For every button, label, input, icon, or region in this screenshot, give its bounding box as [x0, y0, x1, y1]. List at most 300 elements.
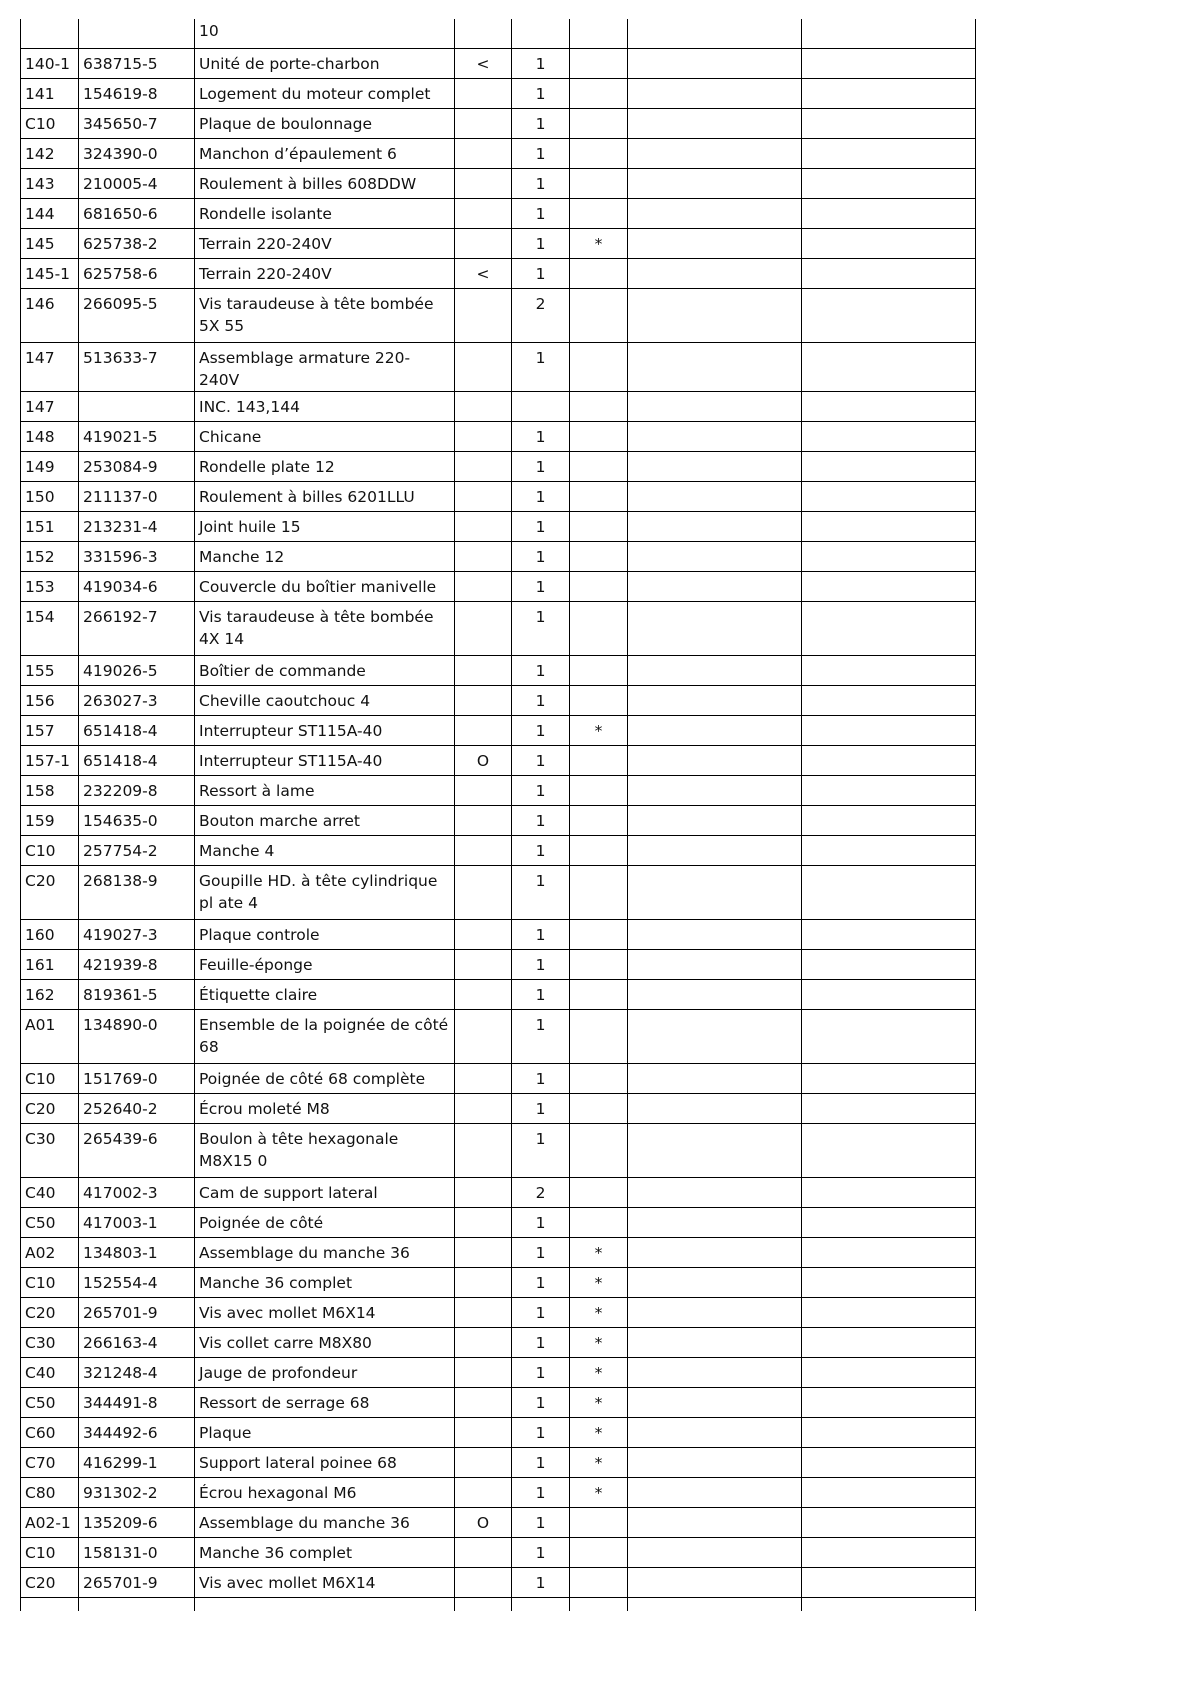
remark-b-cell	[802, 1297, 976, 1327]
note-cell	[570, 865, 628, 919]
description-cell: Plaque	[195, 1417, 455, 1447]
item-no-cell: C40	[21, 1177, 79, 1207]
remark-b-cell	[802, 1237, 976, 1267]
note-cell	[570, 805, 628, 835]
table-row	[21, 949, 976, 979]
description-cell: Interrupteur ST115A-40	[195, 715, 455, 745]
quantity-cell: 1	[512, 1507, 570, 1537]
remark-b-cell	[802, 979, 976, 1009]
item-no-cell: 162	[21, 979, 79, 1009]
option-cell	[455, 1063, 512, 1093]
description-cell: Boulon à tête hexagonale M8X15 0	[195, 1123, 455, 1177]
note-cell	[570, 1009, 628, 1063]
quantity-cell: 1	[512, 138, 570, 168]
item-no-cell: 159	[21, 805, 79, 835]
description-cell: INC. 143,144	[195, 391, 455, 421]
description-cell: Logement du moteur complet	[195, 78, 455, 108]
table-row	[21, 1327, 976, 1357]
option-cell	[455, 865, 512, 919]
table-row	[21, 451, 976, 481]
option-cell: <	[455, 258, 512, 288]
remark-b-cell	[802, 1063, 976, 1093]
part-no-cell: 154635-0	[79, 805, 195, 835]
remark-b-cell	[802, 391, 976, 421]
remark-b-cell	[802, 258, 976, 288]
description-cell: Rondelle plate 12	[195, 451, 455, 481]
note-cell	[570, 1507, 628, 1537]
option-cell	[455, 571, 512, 601]
remark-a-cell	[628, 919, 802, 949]
description-cell: Écrou hexagonal M6	[195, 1477, 455, 1507]
table-row	[21, 198, 976, 228]
remark-a-cell	[628, 19, 802, 48]
description-cell: Ressort à lame	[195, 775, 455, 805]
note-cell: *	[570, 1447, 628, 1477]
note-cell: *	[570, 1357, 628, 1387]
note-cell: *	[570, 1477, 628, 1507]
remark-b-cell	[802, 805, 976, 835]
remark-b-cell	[802, 655, 976, 685]
remark-a-cell	[628, 342, 802, 391]
note-cell	[570, 451, 628, 481]
description-cell: Boîtier de commande	[195, 655, 455, 685]
remark-b-cell	[802, 1477, 976, 1507]
note-cell	[570, 198, 628, 228]
item-no-cell: 161	[21, 949, 79, 979]
remark-a-cell	[628, 805, 802, 835]
table-row	[21, 1567, 976, 1597]
note-cell	[570, 1207, 628, 1237]
item-no-cell: C10	[21, 1267, 79, 1297]
option-cell	[455, 391, 512, 421]
part-no-cell: 416299-1	[79, 1447, 195, 1477]
quantity-cell: 1	[512, 1567, 570, 1597]
option-cell	[455, 1567, 512, 1597]
part-no-cell: 268138-9	[79, 865, 195, 919]
remark-b-cell	[802, 1357, 976, 1387]
item-no-cell: C10	[21, 1537, 79, 1567]
item-no-cell: C50	[21, 1387, 79, 1417]
remark-b-cell	[802, 745, 976, 775]
quantity-cell	[512, 391, 570, 421]
remark-b-cell	[802, 342, 976, 391]
remark-a-cell	[628, 1507, 802, 1537]
part-no-cell: 213231-4	[79, 511, 195, 541]
note-cell	[570, 258, 628, 288]
quantity-cell	[512, 19, 570, 48]
item-no-cell: C80	[21, 1477, 79, 1507]
remark-b-cell	[802, 19, 976, 48]
note-cell	[570, 511, 628, 541]
option-cell	[455, 108, 512, 138]
quantity-cell: 1	[512, 78, 570, 108]
part-no-cell: 211137-0	[79, 481, 195, 511]
remark-a-cell	[628, 288, 802, 342]
description-cell: Plaque controle	[195, 919, 455, 949]
table-row	[21, 258, 976, 288]
note-cell: *	[570, 1267, 628, 1297]
description-cell	[195, 1597, 455, 1611]
note-cell	[570, 775, 628, 805]
note-cell	[570, 979, 628, 1009]
item-no-cell: 155	[21, 655, 79, 685]
note-cell: *	[570, 1237, 628, 1267]
table-row	[21, 1009, 976, 1063]
description-cell: Ressort de serrage 68	[195, 1387, 455, 1417]
table-row	[21, 481, 976, 511]
quantity-cell: 1	[512, 1009, 570, 1063]
quantity-cell: 1	[512, 1327, 570, 1357]
option-cell	[455, 835, 512, 865]
item-no-cell: A02-1	[21, 1507, 79, 1537]
remark-b-cell	[802, 1207, 976, 1237]
note-cell	[570, 1063, 628, 1093]
note-cell	[570, 685, 628, 715]
quantity-cell: 1	[512, 655, 570, 685]
item-no-cell: C60	[21, 1417, 79, 1447]
item-no-cell: C70	[21, 1447, 79, 1477]
item-no-cell: 156	[21, 685, 79, 715]
remark-a-cell	[628, 1537, 802, 1567]
item-no-cell	[21, 1597, 79, 1611]
note-cell: *	[570, 1387, 628, 1417]
part-no-cell: 681650-6	[79, 198, 195, 228]
note-cell	[570, 541, 628, 571]
option-cell	[455, 421, 512, 451]
remark-b-cell	[802, 1327, 976, 1357]
part-no-cell: 417002-3	[79, 1177, 195, 1207]
description-cell: Vis avec mollet M6X14	[195, 1297, 455, 1327]
remark-a-cell	[628, 979, 802, 1009]
table-row	[21, 1537, 976, 1567]
remark-b-cell	[802, 1447, 976, 1477]
note-cell	[570, 481, 628, 511]
quantity-cell: 1	[512, 1387, 570, 1417]
option-cell	[455, 1537, 512, 1567]
remark-a-cell	[628, 775, 802, 805]
note-cell	[570, 78, 628, 108]
description-cell: Jauge de profondeur	[195, 1357, 455, 1387]
quantity-cell: 2	[512, 288, 570, 342]
option-cell	[455, 919, 512, 949]
note-cell	[570, 1567, 628, 1597]
description-cell: Plaque de boulonnage	[195, 108, 455, 138]
remark-a-cell	[628, 1093, 802, 1123]
table-row	[21, 835, 976, 865]
option-cell	[455, 228, 512, 258]
remark-b-cell	[802, 48, 976, 78]
part-no-cell: 651418-4	[79, 715, 195, 745]
remark-b-cell	[802, 198, 976, 228]
part-no-cell: 151769-0	[79, 1063, 195, 1093]
remark-a-cell	[628, 949, 802, 979]
table-row	[21, 1597, 976, 1611]
remark-b-cell	[802, 949, 976, 979]
note-cell	[570, 138, 628, 168]
item-no-cell: 147	[21, 391, 79, 421]
option-cell	[455, 1237, 512, 1267]
remark-a-cell	[628, 108, 802, 138]
option-cell	[455, 1123, 512, 1177]
description-cell: Cheville caoutchouc 4	[195, 685, 455, 715]
part-no-cell: 152554-4	[79, 1267, 195, 1297]
remark-b-cell	[802, 835, 976, 865]
description-cell: Feuille-éponge	[195, 949, 455, 979]
option-cell	[455, 541, 512, 571]
table-row	[21, 775, 976, 805]
part-no-cell: 419021-5	[79, 421, 195, 451]
description-cell: Vis collet carre M8X80	[195, 1327, 455, 1357]
table-row	[21, 1123, 976, 1177]
table-row	[21, 421, 976, 451]
remark-b-cell	[802, 775, 976, 805]
item-no-cell: C20	[21, 1567, 79, 1597]
option-cell	[455, 1207, 512, 1237]
note-cell	[570, 655, 628, 685]
option-cell	[455, 655, 512, 685]
part-no-cell: 331596-3	[79, 541, 195, 571]
remark-a-cell	[628, 481, 802, 511]
quantity-cell: 1	[512, 1267, 570, 1297]
description-cell: Manche 36 complet	[195, 1267, 455, 1297]
item-no-cell: A02	[21, 1237, 79, 1267]
description-cell: Assemblage armature 220-240V	[195, 342, 455, 391]
option-cell	[455, 481, 512, 511]
remark-b-cell	[802, 1267, 976, 1297]
option-cell	[455, 1387, 512, 1417]
option-cell	[455, 1093, 512, 1123]
description-cell: Poignée de côté	[195, 1207, 455, 1237]
quantity-cell: 1	[512, 481, 570, 511]
quantity-cell: 1	[512, 1357, 570, 1387]
remark-a-cell	[628, 198, 802, 228]
option-cell	[455, 168, 512, 198]
option-cell: <	[455, 48, 512, 78]
remark-a-cell	[628, 1063, 802, 1093]
remark-a-cell	[628, 1477, 802, 1507]
option-cell	[455, 511, 512, 541]
remark-a-cell	[628, 228, 802, 258]
part-no-cell	[79, 391, 195, 421]
table-row	[21, 228, 976, 258]
note-cell: *	[570, 1327, 628, 1357]
note-cell	[570, 288, 628, 342]
remark-b-cell	[802, 1177, 976, 1207]
note-cell	[570, 835, 628, 865]
part-no-cell: 419026-5	[79, 655, 195, 685]
remark-a-cell	[628, 78, 802, 108]
description-cell: Manche 12	[195, 541, 455, 571]
item-no-cell: C30	[21, 1123, 79, 1177]
description-cell: Bouton marche arret	[195, 805, 455, 835]
item-no-cell: 145	[21, 228, 79, 258]
option-cell	[455, 198, 512, 228]
table-row	[21, 571, 976, 601]
remark-b-cell	[802, 108, 976, 138]
item-no-cell: 157-1	[21, 745, 79, 775]
item-no-cell: C40	[21, 1357, 79, 1387]
option-cell	[455, 1417, 512, 1447]
option-cell	[455, 451, 512, 481]
remark-a-cell	[628, 1123, 802, 1177]
quantity-cell: 1	[512, 1237, 570, 1267]
remark-a-cell	[628, 258, 802, 288]
note-cell	[570, 48, 628, 78]
option-cell	[455, 805, 512, 835]
remark-a-cell	[628, 715, 802, 745]
table-row	[21, 78, 976, 108]
part-no-cell: 266192-7	[79, 601, 195, 655]
part-no-cell: 345650-7	[79, 108, 195, 138]
note-cell: *	[570, 715, 628, 745]
item-no-cell: 141	[21, 78, 79, 108]
part-no-cell: 158131-0	[79, 1537, 195, 1567]
quantity-cell	[512, 1597, 570, 1611]
table-row	[21, 511, 976, 541]
option-cell	[455, 78, 512, 108]
quantity-cell: 1	[512, 1297, 570, 1327]
quantity-cell: 1	[512, 919, 570, 949]
part-no-cell: 819361-5	[79, 979, 195, 1009]
note-cell	[570, 342, 628, 391]
option-cell: O	[455, 745, 512, 775]
note-cell	[570, 1177, 628, 1207]
remark-b-cell	[802, 1537, 976, 1567]
remark-a-cell	[628, 1009, 802, 1063]
table-row	[21, 1177, 976, 1207]
remark-b-cell	[802, 1597, 976, 1611]
item-no-cell: 144	[21, 198, 79, 228]
item-no-cell: C50	[21, 1207, 79, 1237]
quantity-cell: 1	[512, 342, 570, 391]
description-cell: Rondelle isolante	[195, 198, 455, 228]
part-no-cell: 134890-0	[79, 1009, 195, 1063]
part-no-cell: 265439-6	[79, 1123, 195, 1177]
description-cell: Goupille HD. à tête cylindrique pl ate 4	[195, 865, 455, 919]
part-no-cell: 252640-2	[79, 1093, 195, 1123]
part-no-cell: 253084-9	[79, 451, 195, 481]
quantity-cell: 1	[512, 421, 570, 451]
note-cell	[570, 19, 628, 48]
remark-a-cell	[628, 138, 802, 168]
item-no-cell: C10	[21, 1063, 79, 1093]
remark-a-cell	[628, 865, 802, 919]
table-row	[21, 168, 976, 198]
remark-a-cell	[628, 685, 802, 715]
remark-b-cell	[802, 511, 976, 541]
option-cell	[455, 342, 512, 391]
quantity-cell: 1	[512, 511, 570, 541]
quantity-cell: 1	[512, 1447, 570, 1477]
description-cell: 10	[195, 19, 455, 48]
option-cell	[455, 979, 512, 1009]
remark-b-cell	[802, 1009, 976, 1063]
part-no-cell	[79, 1597, 195, 1611]
description-cell: Assemblage du manche 36	[195, 1237, 455, 1267]
remark-a-cell	[628, 421, 802, 451]
option-cell	[455, 685, 512, 715]
part-no-cell: 265701-9	[79, 1567, 195, 1597]
item-no-cell: C30	[21, 1327, 79, 1357]
remark-a-cell	[628, 745, 802, 775]
remark-a-cell	[628, 168, 802, 198]
item-no-cell: 151	[21, 511, 79, 541]
table-row	[21, 1297, 976, 1327]
item-no-cell: A01	[21, 1009, 79, 1063]
description-cell: Manchon d’épaulement 6	[195, 138, 455, 168]
remark-b-cell	[802, 1093, 976, 1123]
note-cell: *	[570, 1297, 628, 1327]
remark-b-cell	[802, 1417, 976, 1447]
item-no-cell: 157	[21, 715, 79, 745]
remark-a-cell	[628, 1327, 802, 1357]
table-row	[21, 685, 976, 715]
part-no-cell: 638715-5	[79, 48, 195, 78]
note-cell	[570, 571, 628, 601]
description-cell: Chicane	[195, 421, 455, 451]
description-cell: Terrain 220-240V	[195, 258, 455, 288]
option-cell	[455, 1009, 512, 1063]
note-cell	[570, 601, 628, 655]
remark-a-cell	[628, 571, 802, 601]
note-cell	[570, 108, 628, 138]
item-no-cell: 160	[21, 919, 79, 949]
option-cell	[455, 288, 512, 342]
option-cell	[455, 1177, 512, 1207]
option-cell	[455, 19, 512, 48]
note-cell: *	[570, 228, 628, 258]
description-cell: Ensemble de la poignée de côté 68	[195, 1009, 455, 1063]
description-cell: Interrupteur ST115A-40	[195, 745, 455, 775]
part-no-cell: 625758-6	[79, 258, 195, 288]
description-cell: Support lateral poinee 68	[195, 1447, 455, 1477]
part-no-cell: 266163-4	[79, 1327, 195, 1357]
remark-a-cell	[628, 1447, 802, 1477]
description-cell: Vis taraudeuse à tête bombée 5X 55	[195, 288, 455, 342]
part-no-cell: 154619-8	[79, 78, 195, 108]
note-cell	[570, 1093, 628, 1123]
note-cell	[570, 168, 628, 198]
quantity-cell: 1	[512, 258, 570, 288]
item-no-cell: C20	[21, 865, 79, 919]
item-no-cell: 149	[21, 451, 79, 481]
item-no-cell: 150	[21, 481, 79, 511]
option-cell	[455, 1267, 512, 1297]
item-no-cell: 148	[21, 421, 79, 451]
note-cell	[570, 949, 628, 979]
option-cell	[455, 1597, 512, 1611]
remark-a-cell	[628, 451, 802, 481]
description-cell: Roulement à billes 608DDW	[195, 168, 455, 198]
remark-a-cell	[628, 1267, 802, 1297]
quantity-cell: 1	[512, 949, 570, 979]
table-row	[21, 979, 976, 1009]
description-cell: Cam de support lateral	[195, 1177, 455, 1207]
description-cell: Joint huile 15	[195, 511, 455, 541]
part-no-cell: 419027-3	[79, 919, 195, 949]
quantity-cell: 1	[512, 979, 570, 1009]
part-no-cell: 263027-3	[79, 685, 195, 715]
remark-b-cell	[802, 481, 976, 511]
remark-a-cell	[628, 511, 802, 541]
remark-b-cell	[802, 715, 976, 745]
quantity-cell: 1	[512, 228, 570, 258]
item-no-cell: 147	[21, 342, 79, 391]
remark-a-cell	[628, 1567, 802, 1597]
item-no-cell: 153	[21, 571, 79, 601]
table-row	[21, 1417, 976, 1447]
table-row	[21, 541, 976, 571]
